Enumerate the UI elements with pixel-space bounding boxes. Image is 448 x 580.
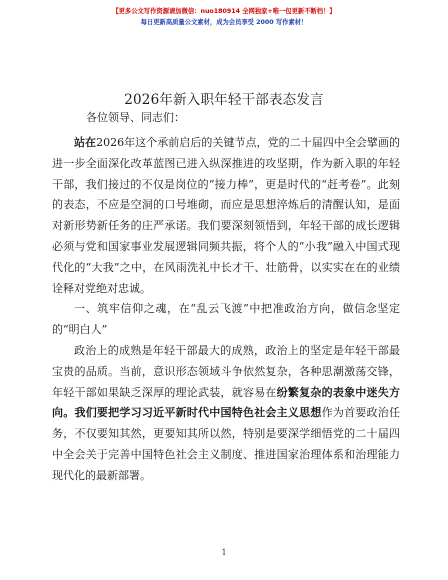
intro-text: 2026年这个承前启后的关键节点，党的二十届四中全会擘画的进一步全面深化改革蓝图已进入纵深推进的攻坚期，作为新入职的年轻干部，我们接过的不仅是岗位的“接力棒”，更是时代的“赶考卷”。此刻的表态，不应是空洞的口号堆砌，而应是思想淬炼后的清醒认知，是面对新形势新任务的庄严承诺。我们要深刻领悟到，年轻干部的成长逻辑必须与党和国家事业发展逻辑同频共振，将个人的“小我”融入中国式现代化的“大我”之中，在风雨洗礼中长才干、壮筋骨，以实实在在的业绩诠释对党绝对忠诚。 — [52, 136, 400, 295]
paragraph-section-1 — [52, 341, 400, 487]
section-heading-1: 一、筑牢信仰之魂，在“乱云飞渡”中把准政治方向，做信念坚定的“明白人” — [52, 302, 400, 337]
document-body — [52, 133, 400, 487]
section-1-text-bold: 纷繁复杂的表象中迷失方向。我们要把学习习近平新时代中国特色社会主义思想 — [52, 385, 401, 420]
promo-line-1: 【更多公文写作资源请加微信：nuo180914 全网独家+唯一包更新不断档！】 — [112, 8, 336, 15]
promo-line-2: 每日更新高质量公文素材，成为会员享受 2000 写作素材！ — [140, 19, 308, 26]
page-number: 1 — [221, 548, 227, 557]
section-1-text-c: 作为首要政治任务，不仅要知其然，更要知其所以然，特别是要深学细悟党的二十届四中全会关于完善中国特色社会主义制度、推进国家治理体系和治理能力现代化的最新部署。 — [52, 406, 401, 482]
section-1-text-a: 政治上的成熟是年轻干部最大的成熟，政治上的坚定是年轻干部最宝贵的品质。当前，意识形态领域斗争依然复杂，各种思潮激荡交锋，年轻干部如果缺乏深厚的理论武装，就容易在 — [52, 343, 400, 399]
paragraph-intro — [52, 133, 400, 299]
intro-lead: 站在 — [74, 136, 97, 149]
document-title: 2026年新入职年轻干部表态发言 — [124, 92, 324, 108]
promo-banner — [0, 6, 448, 28]
salutation: 各位领导、同志们： — [86, 111, 185, 124]
